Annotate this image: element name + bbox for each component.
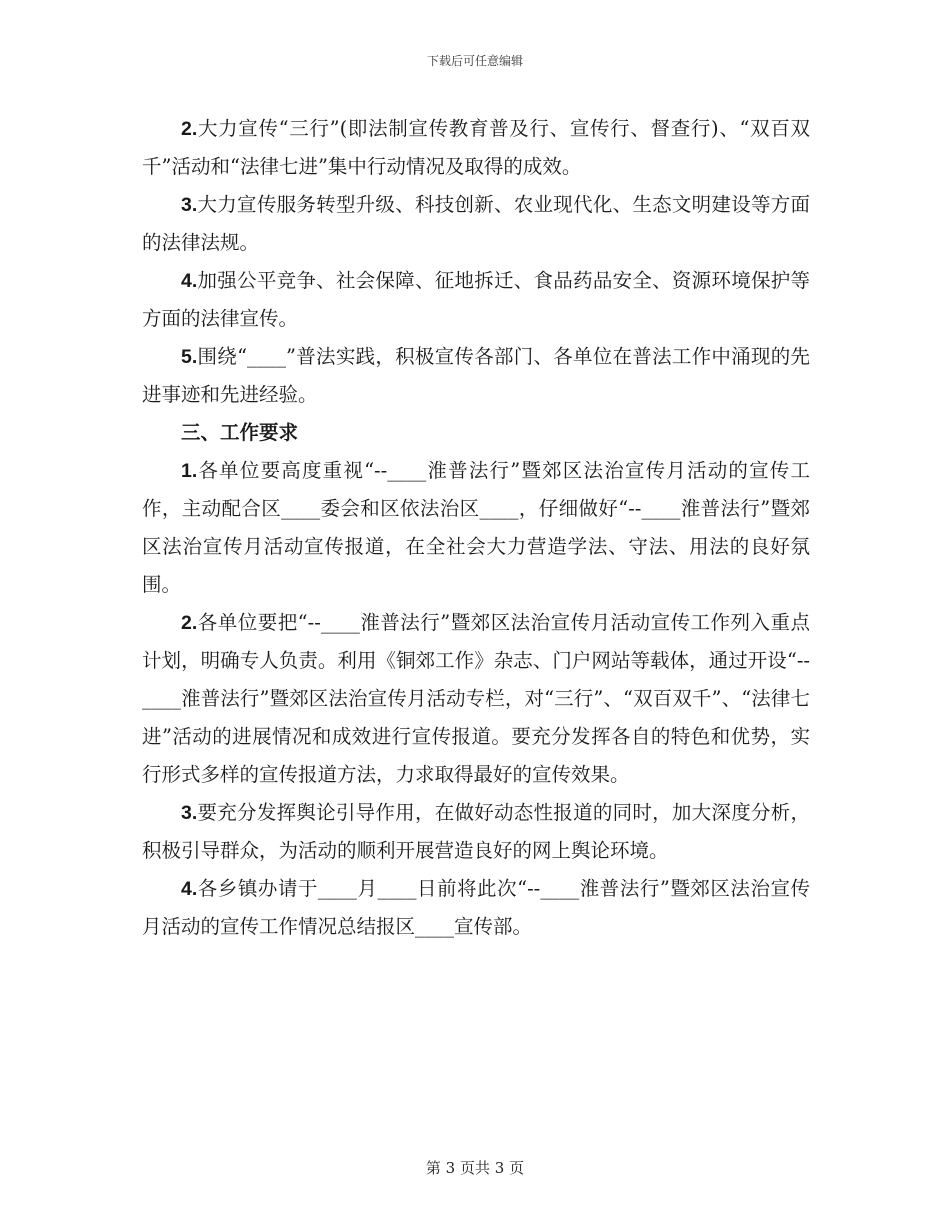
item-number: 2. [181,612,198,634]
section-heading: 三、工作要求 [181,421,299,444]
item-number: 5. [181,346,198,368]
list-item [142,794,810,870]
page-header: 下载后可任意编辑 [426,54,523,68]
page-number-footer: 第 3 页共 3 页 [425,1159,525,1177]
item-text: 围绕“____”普法实践，积极宣传各部门、各单位在普法工作中涌现的先进事迹和先进经验。 [142,345,810,406]
list-item [142,452,810,604]
list-item [142,186,810,262]
item-number: 3. [181,802,198,824]
item-number: 2. [181,118,198,140]
item-number: 3. [181,194,198,216]
item-text: 各单位要把“--____淮普法行”暨郊区法治宣传月活动宣传工作列入重点计划，明确专人负责。利用《铜郊工作》杂志、门户网站等载体，通过开设“--____淮普法行”暨郊区法治宣传月活动专栏，对“三行”、“双百双千”、“法律七进”活动的进展情况和成效进行宣传报道。要充分发挥各自的特色和优势，实行形式多样的宣传报道方法，力求取得最好的宣传效果。 [142,611,810,786]
item-text: 加强公平竞争、社会保障、征地拆迁、食品药品安全、资源环境保护等方面的法律宣传。 [142,269,810,330]
item-text: 大力宣传“三行”(即法制宣传教育普及行、宣传行、督查行)、“双百双千”活动和“法律七进”集中行动情况及取得的成效。 [142,117,810,178]
item-text: 大力宣传服务转型升级、科技创新、农业现代化、生态文明建设等方面的法律法规。 [142,193,810,254]
item-number: 4. [181,270,198,292]
document-body [142,110,810,946]
item-number: 4. [181,878,198,900]
list-item [142,338,810,414]
item-text: 要充分发挥舆论引导作用，在做好动态性报道的同时，加大深度分析，积极引导群众，为活动的顺利开展营造良好的网上舆论环境。 [142,801,810,862]
list-item [142,110,810,186]
list-item [142,262,810,338]
item-number: 1. [181,460,198,482]
list-item [142,870,810,946]
item-text: 各单位要高度重视“--____淮普法行”暨郊区法治宣传月活动的宣传工作，主动配合区____委会和区依法治区____，仔细做好“--____淮普法行”暨郊区法治宣传月活动宣传报道，在全社会大力营造学法、守法、用法的良好氛围。 [142,459,810,596]
list-item [142,604,810,794]
item-text: 各乡镇办请于____月____日前将此次“--____淮普法行”暨郊区法治宣传月活动的宣传工作情况总结报区____宣传部。 [142,877,810,938]
